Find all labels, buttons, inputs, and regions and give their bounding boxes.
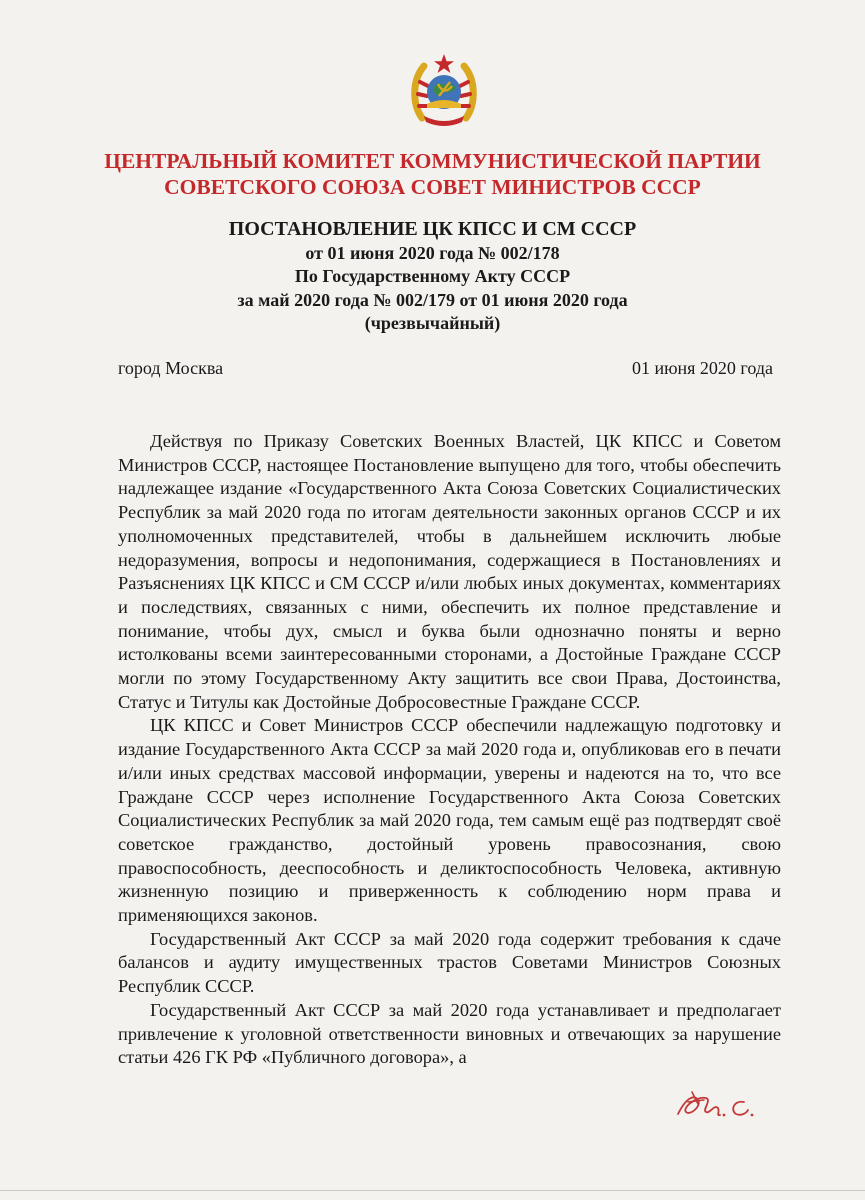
- paragraph-1: Действуя по Приказу Советских Военных Властей, ЦК КПСС и Советом Министров СССР, настоящее Постановление выпущено для того, чтобы обеспечить надлежащее издание «Государственного Акта Союза Советских Социалистических Республик за май 2020 года по итогам деятельности законных органов СССР и их уполномоченных представителей, чтобы в дальнейшем исключить любые недоразумения, вопросы и недопонимания, содержащиеся в Постановлениях и Разъяснениях ЦК КПСС и СМ СССР и/или любых иных документах, комментариях и последствиях, связанных с ними, обеспечить их полное представление и понимание, чтобы дух, смысл и буква были однозначно поняты и верно истолкованы всеми заинтересованными сторонами, а Достойные Граждане СССР могли по этому Государственному Акту защитить все свои Права, Достоинства, Статус и Титулы как Достойные Добросовестные Граждане СССР.: [118, 431, 781, 712]
- org-line-1: ЦЕНТРАЛЬНЫЙ КОМИТЕТ КОММУНИСТИЧЕСКОЙ ПАРТИИ: [104, 149, 761, 173]
- place-date-row: [118, 358, 773, 379]
- ussr-emblem-icon: [410, 52, 478, 128]
- signature-icon: [672, 1088, 764, 1124]
- title-line-5: (чрезвычайный): [364, 313, 501, 333]
- org-line-2: СОВЕТСКОГО СОЮЗА СОВЕТ МИНИСТРОВ СССР: [164, 175, 701, 199]
- title-line-1: ПОСТАНОВЛЕНИЕ ЦК КПСС И СМ СССР: [228, 218, 637, 240]
- document-body: [118, 430, 781, 1070]
- resolution-title: [0, 218, 865, 336]
- organization-header: [0, 148, 865, 200]
- paragraph-2: ЦК КПСС и Совет Министров СССР обеспечили надлежащую подготовку и издание Государственного Акта СССР за май 2020 года и, опубликовав его в печати и/или иных средствах массовой информации, уверены и надеются на то, что все Граждане СССР через исполнение Государственного Акта Союза Советских Социалистических Республик за май 2020 года, тем самым ещё раз подтвердят своё советское гражданство, достойный уровень правосознания, свою правоспособность, дееспособность и деликтоспособность Человека, активную жизненную позицию и приверженность к соблюдению норм права и применяющихся законов.: [118, 715, 781, 926]
- title-line-2: от 01 июня 2020 года № 002/178: [305, 242, 560, 263]
- paragraph-3: Государственный Акт СССР за май 2020 года содержит требования к сдаче балансов и аудиту имущественных трастов Советами Министров Союзных Республик СССР.: [118, 928, 781, 997]
- title-line-3: По Государственному Акту СССР: [294, 266, 571, 286]
- title-line-4: за май 2020 года № 002/179 от 01 июня 2020 года: [237, 289, 628, 310]
- paragraph-4: Государственный Акт СССР за май 2020 года устанавливает и предполагает привлечение к уголовной ответственности виновных и отвечающих за нарушение статьи 426 ГК РФ «Публичного договора», а: [118, 999, 781, 1068]
- date: 01 июня 2020 года: [631, 358, 773, 378]
- place: город Москва: [118, 358, 224, 378]
- page-bottom-edge: [0, 1190, 865, 1191]
